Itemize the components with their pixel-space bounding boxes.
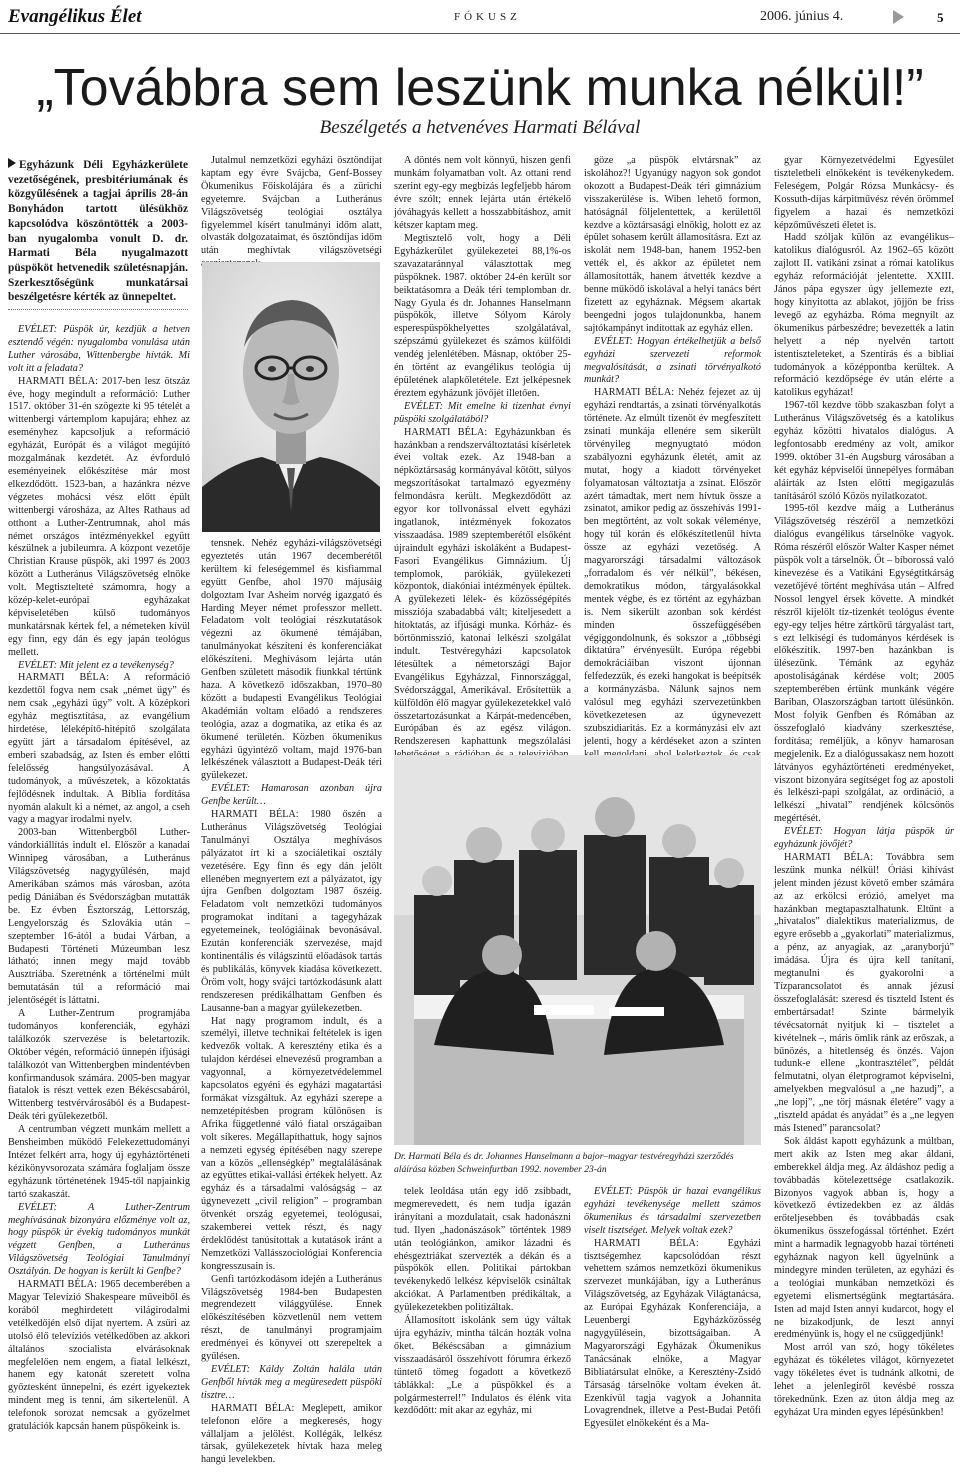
answer-paragraph: Megtisztelő volt, hogy a Déli Egyházkerület gyülekezetei 88,1%-os szavazataránnyal választottak meg püspöknek. 1987. október 24-én került sor beiktatásomra a Deák téri templomban dr. Nagy Gyula és dr. Johannes Hanselmann püspökök, illetve Sólyom Károly esperespüspökhelyettes szolgálatával, szépszámú gyülekezet és számos külföldi vendég jelenlétében. Másnap, október 25-én történt az evangélikus teológia új épületének alapkőletétele. Ezt jelképesnek éreztem egyházunk jövőjét illetően. (394, 233, 571, 399)
answer-paragraph: 1995-től kezdve máig a Lutheránus Világszövetség részéről a nemzetközi dialógus evangélikus társelnöke vagyok. Róma részéről először Walter Kasper német püspök volt a társelnök. Őt – bíborossá való kinevezése és a Vatikáni Egységtitkárság vezetőjévé történt meghívása után – Alfred Nossol lengyel érsek követte. A mindkét részről kijelölt tíz-tizenkét teológus évente egy-egy teljes hétre zártkörű tárgyalást tart, s ezt lelkiségi és tudományos kérdések is előkészítik. 1997-ben hazánkban is ülésezünk. Témánk az egyház apostoliságának kérdése volt; 2005 szeptemberében értünk munkánk végére Bariban, Olaszországban tartott ülésünkön. Most folyik Genfben és Rómában az összefoglaló kiadvány szerkesztése, fordítása; reméljük, a könyv hamarosan megjelenik. Ez a dialógussakasz nem hozott látványos egyháztörténeti eredményeket, viszont bizonyára segítséget fog az apostoli és lelkészi-papi szolgálat, az ordináció, a lelkészi „hivatal” rendjének kölcsönös megértését. (774, 503, 954, 825)
column-4 (584, 155, 761, 748)
paragraph: A döntés nem volt könnyű, hiszen genfi munkám folyamatban volt. Az ottani rend szerint egy-egy megbízás legfeljebb három évre szólt; ennek lejárta után értékelő jóváhagyás kellett a hosszabbításhoz, amit kétszer kaptam meg. (394, 155, 571, 231)
article-title: „Továbbra sem leszünk munka nélkül!” (36, 59, 924, 117)
page-arrow-icon (893, 10, 904, 24)
answer-paragraph: HARMATI BÉLA: 1980 őszén a Lutheránus Világszövetség Teológiai Tanulmányi Osztálya meghívásos pályázatot írt ki a szociáletikai osztály vezetésére. Egy finn és egy dán jelölt ellenében megnyertem ezt a pályázatot, így újra Genfben dolgoztam 1987 őszéig. Feladatom volt nemzetközi tudományos programokat indítani a tagegyházak egyetemeinek, teológiáinak bevonásával. Ezután konferenciák szervezése, majd kontinentális és világszintű előadások tartás és publikálás, könyvek kiadása következett. Öröm volt, hogy svájci tartózkodásunk alatt rendszeresen prédikálhattam Genfben és Lausanne-ban a magyar gyülekezetben. (201, 809, 382, 1014)
column-3-top (394, 155, 571, 233)
photo-caption: Dr. Harmati Béla és dr. Johannes Hanselmann a bajor–magyar testvéregyházi szerződés aláírása közben Schweinfurtban 1992. november 23-án (394, 1151, 734, 1175)
answer-paragraph: Sok áldást kapott egyházunk a múltban, mert akik az Isten meg akar áldani, emberekkel áldja meg. Az áldáshoz pedig a továbbadás kötelezettsége csatlakozik. Bizonyos vagyok abban is, hogy a következő évtizedekben ez az áldás erőteljesebben és továbbadás csak ökumenikus összefogással történhet. Ezért mint a harmadik legnagyobb hazai történeti egyháznak nagyon kell ügyelnünk a mindegyre minden területen, az egyházi és a teológiai munkában nemzetközi és egyetemi elismertségünk megtartására. Isten ad majd Isten annyi kudarcot, hogy el ne bizakodjunk, de leszt annyi eredményünk is, hogy el ne csüggedjünk! (774, 1135, 954, 1341)
lead-divider (8, 309, 188, 310)
answer-paragraph: HARMATI BÉLA: Egyházi tisztségemhez kapcsolódóan részt vehettem számos nemzetközi ökumenikus szervezet munkájában, így a Lutheránus Világszövetség, az Egyházak Világtanácsa, az Európai Egyházak Konferenciája, a Leuenbergi Egyházközösség nagygyűlésein, bizottságaiban. A Magyarországi Egyházak Ökumenikus Tanácsának elnöke, a Magyar Bibliatársulat elnöke, a Keresztény-Zsidó Társaság társelnöke voltam éveken át. Ezenkívül tagja vagyok a Johannita Lovagrendnek, illetve a Pest-Budai Petőfi Egyesület elnökeként és a Ma- (584, 1237, 761, 1430)
column-3 (394, 233, 571, 748)
column-2-top (201, 155, 382, 257)
answer-paragraph: Hat nagy programom indult, és a személyi, illetve technikai feltételek is igen kedvezők voltak. A keresztény etika és a tulajdon kérdései elnevezésű programban a vagyonnal, a környezetvédelemmel kapcsolatos egyéni és egyházi magatartási formákat vizsgáltuk. Az egyházi szerepe a nemzetépítésben program különösen is Afrika függetlenné váló fiatal országaiban volt sikeres. Megállapíthattuk, hogy sajnos a nemzeti egység építésében nagy szerepe van a közös „ellenségkép” megtalálásának az együttes etikai-vallási értékek helyett. Az egyház és a társadalmi valóságság – az úgynevezett „civil religion” – programban ötvenkét ország egyetemei, teológusai, szakemberei vettek részt, és nagy érdeklődést tanúsítottak a kutatások iránt a Nemzetközi Vallásszociológiai Konferencia kongresszusain is. (201, 1015, 382, 1272)
group-photo (394, 755, 761, 1145)
question-paragraph: EVÉLET: Hogyan értékelhetjük a belső egyházi szervezeti reformok megvalósítását, a zsinati törvényalkotó munkát? (584, 335, 761, 386)
answer-paragraph: gyar Környezetvédelmi Egyesület tiszteletbeli elnökeként is tevékenykedem. Feleségem, Polgár Rózsa Munkácsy- és Kossuth-díjas kárpitművész révén örömmel figyelem a hazai és nemzetközi képzőművészeti életet is. (774, 155, 954, 231)
answer-paragraph: Most arról van szó, hogy tökéletes egyházat és tökéletes világot, környezetet vagy tökéletes évet is tudnánk alkotni, de lehet a jelenlegiről kevésbé rossza törekednünk. Ezen az úton áldja meg az egyházat Ura minden egyes lépésünkben! (774, 1342, 954, 1418)
answer-paragraph: HARMATI BÉLA: 2017-ben lesz ötszáz éve, hogy megindult a reformáció: Luther 1517. október 31-én szögezte ki 95 tételét a wittenbergi vártemplom kapujára; ehhez az eseményhez kapcsoljuk a reformáció egyházát, Európát és a világot megújító mozgalmának kezdetét. Az évforduló eseményeinek előkészítése már most elkezdődött. 1523-ban, a hazánkra nézve végzetes mohácsi vész előtt épült wittenbergi városháza, az Altes Rathaus ad otthont a Luther-Zentrumnak, ahol más német országos intézményekkel együtt készülnek a jubileumra. A központ vezetője Christian Krause püspök, aki 1997 és 2003 között a Lutheránus Világszövetség elnöke volt. Megtisztelteté számomra, hogy a közép-kelet-európai egyházakat képviseletében külső tudományos munkatársnak kértek fel, a németeken kívül egy finn, egy dán és egy japán teológus mellett. (8, 375, 190, 658)
answer-paragraph: A centrumban végzett munkám mellett a Bensheimben működő Felekezettudományi Intézet felkért arra, hogy új egyháztörténeti kézikönyvsorozata számára foglaljam össze egyházunk történetének 1945-től napjainkig tartó szakaszát. (8, 1124, 190, 1200)
answer-paragraph: HARMATI BÉLA: Továbbra sem leszünk munka nélkül! Óriási kihívást jelent minden jézust követő ember számára az az erkölcsi erózió, amelyet ma hazánkban megtapasztalhatunk. Eltűnt a „hivatalos” dialektikus materializmus, de egyre erősebb a „gyakorlati” materializmus, a pénz, az anyagiak, az „aranyborjú” imádása. Újra és újra kell tanítani, megtanulni és gyakorolni a Tízparancsolatot és annak jézusi összefoglalását: szeresd és tiszteld Istent és embertársadat! Szinte bármelyik tévécsatornát nyitjuk ki – tisztelet a kivételnek –, máris ömlik ránk az erőszak, a bűnözés, a hitetlenség és önzés. Vajon tudunk-e ellene „kontrasztélet”, példát felmutatni, olyan életprogramot képviselni, amelyekben megvalósul a „ne hazudj”, a „ne lopj”, „ne törj másnak életére” vagy a „tiszteld apádat és anyádat” és a „ne legyen más Istened” parancsolat? (774, 851, 954, 1134)
question-paragraph: EVÉLET: Mit emelne ki tizenhat évnyi püspöki szolgálatából? (394, 400, 571, 425)
issue-date: 2006. június 4. (760, 9, 844, 24)
question-paragraph: EVÉLET: Püspök úr, kezdjük a hetven esztendő végén: nyugalomba vonulása után Luther városába, Wittenbergbe hívták. Mi volt itt a feladata? (8, 324, 190, 374)
answer-paragraph: tensnek. Nehéz egyházi-világszövetségi egyeztetés után 1967 decemberétől kerültem ki feleségemmel és kisfiammal együtt Genfbe, ahol 1970 májusáig dolgoztam Ivar Asheim norvég igazgató és Harding Meyer német professzor mellett. Feladatom volt teológiai részkutatások végezni az ökumené témájában, tanulmányokat készíteni és konferenciákat előkészíteni. Meghívásom lejárta után Genfben született második fiunkkal tértünk haza. A következő időszakban, 1970–80 között a budapesti Evangélikus Teológiai Akadémián voltam előadó a rendszeres teológia, azaz a dogmatika, az etika és az ökumené területén. Közben ökumenikus egyházi ügyintéző voltam, majd 1976-ban lelkészének választott a Budapest-Deák téri gyülekezet. (201, 538, 382, 782)
answer-paragraph: HARMATI BÉLA: 1965 decemberében a Magyar Televízió Shakespeare műveiből és korából meghirdetett világirodalmi vetélkedőjén első díjat nyertem. A zsűri az utolsó élő televíziós vetélkedőben az akkori általános szocialista elvárásoknak megfelelően nem engem, a fiatal lelkészt, hanem egy katonát szeretett volna győztesként ünnepelni, és ezért igyekeztek mindent meg is tenni, ám sikertelenül. A telefonok sorozat nemcsak a győzelmet gratulációk kapcsán hanem püspökeink is. (8, 1279, 190, 1433)
answer-paragraph: HARMATI BÉLA: Meglepett, amikor telefonon előre a megkeresés, hogy vállaljam a jelölést. Kollégák, lelkész társak, gyülekezetek hívtak haza meleg hangú levelekben. (201, 1402, 382, 1466)
lead-triangle-icon (8, 158, 16, 168)
portrait-photo (202, 262, 380, 532)
answer-paragraph: A Luther-Zentrum programjába tudományos konferenciák, egyházi találkozók szervezése is beletartozik. Október végén, reformáció ünnepén ifjúsági találkozót van Wittenbergben mindentévben konfirmandusok számára. 2005-ben magyar fiatalok is részt vettek ezen Békéscsabáról, Wittenberg testvérvárosából és a Budapest-Deák téri gyülekezetből. (8, 1008, 190, 1123)
group-photo-image (394, 755, 761, 1145)
answer-paragraph: Államosított iskolánk sem úgy váltak újra egyháziv, mintha tálcán hozták volna őket. Békéscsában a gimnázium visszaadásáról összehívott fórumra érkező tüntető tömeg fogadott a következő táblákkal: „Le a püspökkel és a polgármesterrel!” Indulatos és élénk vita kezdődött: mit akar az egyház, mi (394, 1315, 571, 1417)
lead-text: Egyházunk Déli Egyházkerülete vezetőségének, presbitériumának és közgyűlésének a tagjai április 28-án Bonyhádon tartott ülésükhöz kapcsolódva köszöntötték a 2003-ban nyugalomba vonult D. dr. Harmati Béla nyugalmazott püspököt hetvenedik születésnapján. Szerkesztőségünk munkatársai beszélgetésre kérték az ünnepeltet. (8, 159, 188, 304)
question-paragraph: EVÉLET: A Luther-Zentrum meghívásának bizonyára előzménye volt az, hogy püspök úr évekig tudományos munkát végzett Genfben, a Lutheránus Világszövetség Teológiai Tanulmányi Osztályán. De hogyan is került ki Genfbe? (8, 1201, 190, 1278)
section-label: FÓKUSZ (454, 11, 521, 23)
question-paragraph: EVÉLET: Hogyan látja püspök úr egyházunk jövőjét? (774, 826, 954, 851)
article-lead (8, 158, 188, 305)
answer-paragraph: Hadd szóljak külön az evangélikus–katolikus dialógusról. Az 1962–65 között zajlott II. vatikáni zsinat a római katolikus egyház reformációját jelentette. XXIII. János pápa egyszer úgy jellemezte ezt, hogy kinyitotta az ablakot, jöjjön be friss levegő az egyházba. Róma megnyílt az ökumenikus párbeszédre; bevezették a latin helyett a nép nyelvén tartott istentiszteleteket, a Szentírás és a bibliai tudományok a középpontba kerültek. A reformáció kezdőpsége év után elérte a katolikus egyházat! (774, 232, 954, 399)
answer-paragraph: HARMATI BÉLA: A reformáció kezdettől fogva nem csak „német ügy” és nem csak „egyházi ügy” volt. A középkori egyház megtisztítása, az evangélium hirdetése, léleképítő-hitépítő szolgálata együtt járt a társadalom építésével, az emberi szabadság, az Isten és ember előtti felelősség hangsúlyozásával. A tudományok, a művészetek, a közoktatás fejlődésnek indultak. A Biblia fordítása nyomán alakult ki a német, az angol, a cseh vagy a magyar irodalmi nyelv. (8, 672, 190, 826)
answer-paragraph: 2003-ban Wittenbergből Luther-vándorkiállítás indult el. Először a kanadai Winnipeg városában, a Lutheránus Világszövetség nagygyűlésén, majd Amerikában számos más városban, azóta pedig Dániában és Svédországban mutatták be. Ez évben Észtország, Lettország, Lengyelország és Szlovákia után – szeptember 16-ától a budai Várban, a Budapesti Történeti Múzeumban lesz látható; innen megy majd tovább Ausztriába. Szeretnénk a történelmi múlt bemutatásán túl a reformáció mai jelentőségét is láttatni. (8, 827, 190, 1007)
article-subtitle: Beszélgetés a hetvenéves Harmati Bélával (319, 117, 641, 138)
answer-paragraph: göze „a püspök elvtársnak” az iskolához?! Ugyanúgy nagyon sok gondot okozott a Budapest-Deák téri gimnázium visszakerülése is. Wiben lehető formon, hatóságnál följelentettek, a kerülettől kezdve a köztársasági elnökig, holott ez az épület sohasem került államosításra. Ezt az iskolát nem 1948-ban, hanem 1952-ben vették el, és akkor az épületet nem államosították, hanem átvették kezdve a benne működő iskolával a helyi tanács bért fizetett az egyháznak. Mégsem akartak beengedni jogos tulajdonunkba, hanem sajtókampányt indítottak az egyház ellen. (584, 155, 761, 334)
header-rule (0, 33, 960, 34)
answer-paragraph: 1967-től kezdve több szakaszban folyt a Lutheránus Világszövetség és a katolikus egyház közötti hivatalos dialógus. A legfontosabb eredmény az volt, amikor 1999. október 31-én Augsburg városában a két egyház képviselői ünnepélyes formában aláírták az Isten előtti megigazulás tanításáról szóló Közös nyilatkozatot. (774, 400, 954, 502)
portrait-image (202, 262, 380, 532)
question-paragraph: EVÉLET: Káldy Zoltán halála után Genfből hívták meg a megüresedett püspöki tisztre… (201, 1364, 382, 1401)
answer-paragraph: Genfi tartózkodásom idején a Lutheránus Világszövetség 1984-ben Budapesten megrendezett világgyűlése. Ennek előkészítésében közvetlenül nem vettem részt, de tanulmányi programjaim eredményei és könyvei ott szerepeltek a gyűlésen. (201, 1273, 382, 1363)
question-paragraph: EVÉLET: Püspök úr hazai evangélikus egyházi tevékenysége mellett számos ökumenikus és társadalmi szervezetben viselt tisztséget. Melyek voltak ezek? (584, 1186, 761, 1236)
column-5 (774, 155, 954, 1472)
column-1 (8, 324, 190, 1472)
answer-paragraph: HARMATI BÉLA: Nehéz fejezet az új egyházi rendtartás, a zsinati törvényalkotás története. Az elmúlt tizenöt év megfeszített zsinati munkája ellenére sem sikerült törvényileg megnyugtató módon szabályozni egyházunk életét, amit az mutat, hogy a kiadott törvényeket folyamatosan változtatja a zsinat. Először azért támadtak, mert nem hívtuk össze a zsinatot, amikor pedig az összehívás 1991-ben megtörtént, az volt sokak véleménye, hogy túl korán és előkészítetlenül hívta össze az egyházi vezetőség. A magyarországi társadalmi változások „forradalom és vér nélkül”, békésen, demokratikus módon, tárgyalásokkal mentek végbe, és ez történt az egyházban is. Nem sikerült azonban sok kérdést minden összefüggésében végiggondolnunk, és sokszor a „többségi diktatúra” érvényesült. Európa régebbi demokráciáiban viszont újonnan felfedezzük, és ezeki hangokat is beépítsék a kormányzásba. Nálunk sajnos nem valósul meg egyházi szervezetünkben következetesen az úgynevezett szubszidiaritás. Ez a kormányzási elv azt jelenti, hogy a kérdéseket azon a szinten (584, 387, 761, 747)
column-4-bottom (584, 1186, 761, 1472)
answer-paragraph: telek leoldása után egy idő zsibbadt, megmerevedett, és nem tudja ígazán irányítani a mozdulatait, csak hadonászni tud. Ilyen „hadonászások” történtek 1989 után teológiánkon, amikor lázadni és ehésgeztriákat szervezték a dékán és a püspökök ellen. Politikai pártokban tevékenykedő lelkész képviselők csináltak akciókat. A Parlamentben prédikáltak, a gyülekezetekben politizáltak. (394, 1186, 571, 1314)
answer-paragraph: HARMATI BÉLA: Egyházunkban és hazánkban a rendszerváltoztatási kísérletek évei voltak ezek. Az 1948-ban a népköztársaság kormányával kötött, súlyos megszorításokat tartalmazó egyezmény felmondásra került. Megkezdődött az egyor kor tollvonással elvett egyházi ingatlanok, intézmények fokozatos visszaadása. 1989 szeptemberétől elsőként újraindult egyházi iskoláként a Budapest-Fasori Evangélikus Gimnázium. Új templomok, parókiák, gyülekezeti központok, diakóniai intézmények épültek. A gyülekezeti lélek- és közösségépítés missziója szabadabbá vált; kiteljesedett a hitoktatás, az ifjúsági munka. Kórház- és börtönmisszió, katonai lelkészi szolgálat indult. Testvéregyházi kapcsolatok létesültek a németországi Bajor Evangélikus Egyházzal, Finnországgal, Svédországgal, Amerikával. Erősítettük a külföldön élő magyar gyülekezetekkel való összetartozásunkat a Kárpát-medencében, Európában és az egész világon. Rendszeresen kaphattunk megszólalási (394, 426, 571, 748)
column-2-bottom (201, 538, 382, 1472)
column-3-bottom (394, 1186, 571, 1472)
question-paragraph: EVÉLET: Hamarosan azonban újra Genfbe került… (201, 783, 382, 808)
paragraph: Jutalmul nemzetközi egyházi ösztöndíjat kaptam egy évre Svájcba, Genf-Bossey Ökumenikus Főiskolájára és a zürichi egyetemre. Svájcban a Lutheránus Világszövetség teológiai osztálya figyelemmel kísért tanulmányi időm alatt, olvasták dolgozataimat, és ösztöndíjas időm után meghívtak világszövetségi (201, 155, 382, 257)
masthead: Evangélikus Élet (8, 6, 142, 27)
question-paragraph: EVÉLET: Mit jelent ez a tevékenység? (18, 659, 174, 671)
page-number: 5 (937, 10, 944, 25)
